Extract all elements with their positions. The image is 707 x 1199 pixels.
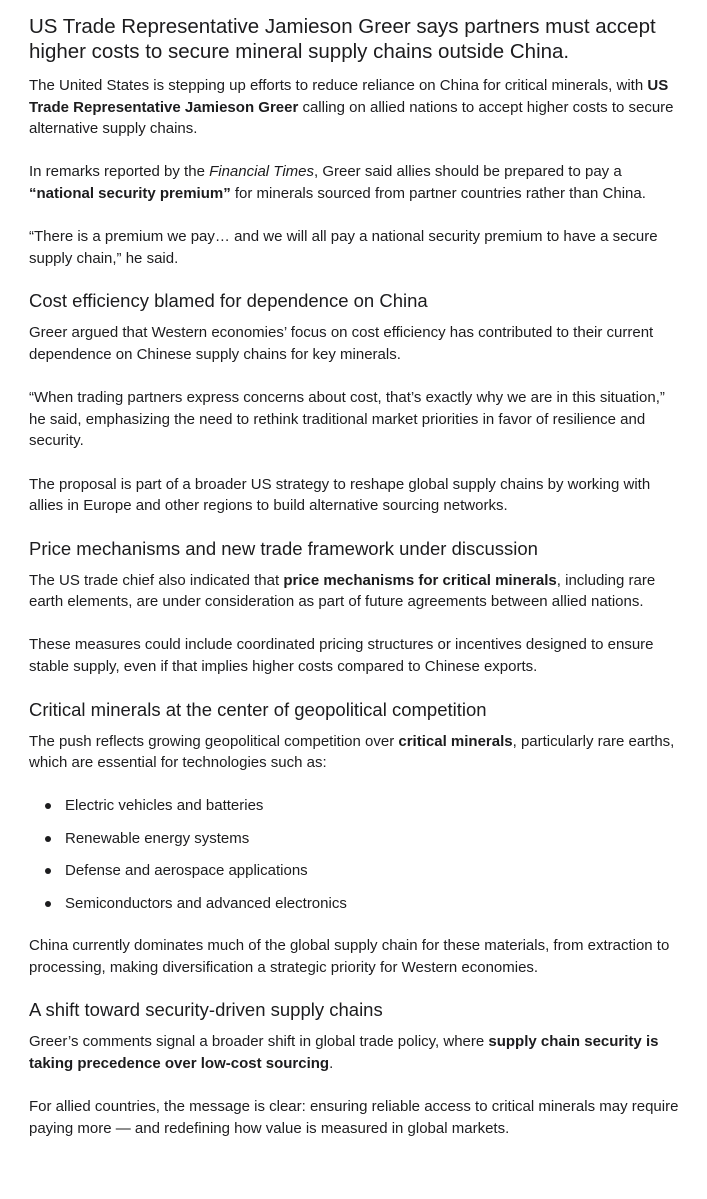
bold-run: “national security premium” <box>29 184 231 202</box>
bold-run: supply chain security is taking precedence over low-cost sourcing <box>29 1033 659 1072</box>
text-run: Greer’s comments signal a broader shift in global trade policy, where <box>29 1033 489 1051</box>
list-item-text: Renewable energy systems <box>65 829 250 847</box>
section-heading-critical-minerals: Critical minerals at the center of geopolitical competition <box>29 698 487 720</box>
section3-paragraph-2: China currently dominates much of the global supply chain for these materials, from extraction to processing, making diversification a strategic priority for Western economies. <box>29 937 670 976</box>
technologies-list <box>29 795 685 914</box>
article-headline: US Trade Representative Jamieson Greer says partners must accept higher costs to secure mineral supply chains outside China. <box>29 15 656 63</box>
section-heading-cost-efficiency: Cost efficiency blamed for dependence on China <box>29 290 428 312</box>
list-item-text: Defense and aerospace applications <box>65 862 308 880</box>
bullet-icon <box>45 868 51 874</box>
list-item <box>29 828 685 850</box>
list-item-text: Semiconductors and advanced electronics <box>65 894 347 912</box>
bullet-icon <box>45 901 51 907</box>
text-run: , including rare earth elements, are under consideration as part of future agreements between allied nations. <box>29 571 656 611</box>
bullet-icon <box>45 836 51 842</box>
section-heading-security-shift: A shift toward security-driven supply chains <box>29 999 383 1021</box>
list-item-text: Electric vehicles and batteries <box>65 797 264 815</box>
bullet-icon <box>45 803 51 809</box>
bold-run: price mechanisms for critical minerals <box>283 571 557 589</box>
section1-paragraph-1: Greer argued that Western economies’ focus on cost efficiency has contributed to their current dependence on Chinese supply chains for key minerals. <box>29 324 654 363</box>
intro-paragraph-2 <box>29 161 685 204</box>
intro-paragraph-1 <box>29 75 685 140</box>
italic-run: Financial Times <box>209 163 314 181</box>
text-run: calling on allied nations to accept higher costs to secure alternative supply chains. <box>29 98 674 138</box>
list-item <box>29 860 685 882</box>
section4-paragraph-2: For allied countries, the message is clear: ensuring reliable access to critical minerals may require paying more — and redefining how value is measured in global markets. <box>29 1098 679 1137</box>
text-run: , particularly rare earths, which are essential for technologies such as: <box>29 732 675 772</box>
text-run: The push reflects growing geopolitical competition over <box>29 732 399 750</box>
section4-paragraph-1 <box>29 1031 685 1074</box>
section2-paragraph-2: These measures could include coordinated pricing structures or incentives designed to ensure stable supply, even if that implies higher costs compared to Chinese exports. <box>29 636 654 676</box>
bold-run: critical minerals <box>398 732 513 750</box>
text-run: , Greer said allies should be prepared to pay a <box>314 163 622 181</box>
text-run: . <box>329 1054 334 1072</box>
section1-paragraph-2: “When trading partners express concerns about cost, that’s exactly why we are in this situation,” he said, emphasizing the need to rethink traditional market priorities in favor of resilience and security. <box>29 389 665 450</box>
bold-run: US Trade Representative Jamieson Greer <box>29 77 669 116</box>
section1-paragraph-3: The proposal is part of a broader US strategy to reshape global supply chains by working with allies in Europe and other regions to build alternative sourcing networks. <box>29 475 651 515</box>
list-item <box>29 893 685 915</box>
text-run: In remarks reported by the <box>29 163 210 181</box>
list-item <box>29 795 685 817</box>
section2-paragraph-1 <box>29 570 685 613</box>
text-run: The US trade chief also indicated that <box>29 571 284 589</box>
intro-paragraph-3: “There is a premium we pay… and we will all pay a national security premium to have a secure supply chain,” he said. <box>29 228 658 267</box>
text-run: for minerals sourced from partner countries rather than China. <box>230 184 646 202</box>
section3-paragraph-1 <box>29 731 685 774</box>
text-run: The United States is stepping up efforts to reduce reliance on China for critical minerals, with <box>29 77 648 94</box>
section-heading-price-mechanisms: Price mechanisms and new trade framework under discussion <box>29 537 538 559</box>
